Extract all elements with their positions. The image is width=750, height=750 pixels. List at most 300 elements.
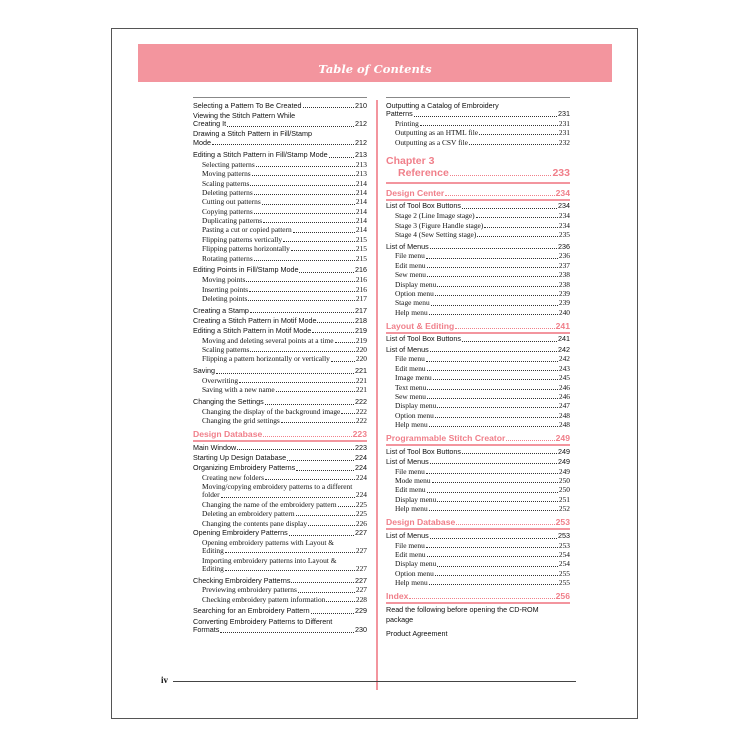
leader-dots [427, 370, 558, 371]
toc-entry-page: 221 [355, 366, 367, 376]
toc-entry-page: 232 [558, 137, 570, 147]
leader-dots [311, 613, 354, 614]
toc-entry-title: Sew menu [395, 270, 426, 280]
leader-dots [420, 125, 558, 126]
toc-entry-page: 215 [355, 244, 367, 254]
toc-entry[interactable] [193, 539, 367, 555]
toc-entry[interactable] [193, 208, 367, 216]
toc-entry[interactable] [386, 393, 570, 401]
leader-dots [225, 570, 355, 571]
toc-entry-title: Stage 2 (Line Image stage) [395, 211, 475, 221]
toc-entry[interactable] [386, 252, 570, 260]
toc-entry-title-line: Opening embroidery patterns with Layout & [202, 538, 334, 548]
toc-entry-page: 236 [558, 241, 570, 251]
toc-entry-page: 249 [558, 456, 570, 466]
toc-entry[interactable] [193, 307, 367, 316]
chapter-heading: Chapter 3 [386, 154, 435, 167]
toc-entry-page: 215 [355, 234, 367, 244]
section-page: 223 [352, 429, 367, 440]
toc-entry[interactable] [193, 444, 367, 453]
toc-entry[interactable] [193, 474, 367, 482]
section-heading[interactable] [386, 591, 570, 601]
toc-entry-title: List of Tool Box Buttons [386, 334, 461, 344]
toc-entry-page: 240 [558, 307, 570, 317]
toc-entry-title: Edit menu [395, 363, 426, 373]
toc-entry[interactable] [193, 454, 367, 463]
toc-entry[interactable] [386, 281, 570, 289]
section-heading[interactable] [193, 429, 367, 439]
leader-dots [435, 575, 558, 576]
leader-dots [227, 126, 354, 127]
toc-entry-title: Display menu [395, 494, 437, 504]
toc-entry-page: 250 [558, 485, 570, 495]
section-heading[interactable] [386, 188, 570, 198]
toc-entry[interactable] [386, 374, 570, 382]
toc-entry[interactable] [193, 161, 367, 169]
leader-dots [437, 501, 558, 502]
toc-entry-title: Creating a Stitch Pattern in Motif Mode [193, 315, 317, 325]
toc-entry-title: Printing [395, 118, 419, 128]
section-page: 241 [555, 320, 570, 331]
leader-dots [479, 134, 558, 135]
toc-entry-page: 255 [558, 578, 570, 588]
leader-dots [298, 592, 355, 593]
toc-entry-page: 239 [558, 298, 570, 308]
leader-dots [484, 227, 558, 228]
toc-entry-title: Moving and deleting several points at a time [202, 335, 334, 345]
toc-entry-page: 222 [355, 406, 367, 416]
toc-entry[interactable] [193, 180, 367, 188]
toc-entry-title: Main Window [193, 442, 237, 452]
leader-dots [427, 398, 558, 399]
leader-dots [239, 382, 355, 383]
toc-entry-page: 214 [355, 206, 367, 216]
toc-entry-page: 227 [355, 546, 367, 556]
leader-dots [252, 175, 355, 176]
leader-dots [427, 556, 558, 557]
toc-entry-title: Selecting a Pattern To Be Created [193, 100, 302, 110]
toc-entry-title: Changing the name of the embroidery pattern [202, 499, 337, 509]
toc-entry[interactable] [193, 464, 367, 473]
toc-entry-title: Option menu [395, 288, 434, 298]
toc-entry[interactable] [193, 408, 367, 416]
toc-entry-page: 227 [355, 528, 367, 538]
toc-entry[interactable] [386, 477, 570, 485]
leader-dots [312, 332, 354, 333]
toc-entry[interactable] [386, 542, 570, 550]
toc-entry-title: Selecting patterns [202, 159, 255, 169]
section-title: Layout & Editing [386, 320, 455, 331]
toc-entry-title: Help menu [395, 578, 428, 588]
leader-dots [296, 515, 355, 516]
toc-entry-title: Starting Up Design Database [193, 452, 287, 462]
leader-dots [435, 417, 558, 418]
leader-dots [287, 460, 354, 461]
leader-dots [427, 267, 558, 268]
toc-entry-title-line: Converting Embroidery Patterns to Different [193, 616, 333, 626]
leader-dots [276, 391, 355, 392]
toc-entry-title-line: Drawing a Stitch Pattern in Fill/Stamp [193, 129, 313, 139]
leader-dots [433, 379, 558, 380]
toc-entry-title: Editing Points in Fill/Stamp Mode [193, 265, 299, 275]
leader-dots [426, 547, 558, 548]
toc-entry[interactable] [193, 596, 367, 604]
toc-entry-title: Editing a Stitch Pattern in Fill/Stamp Mode [193, 149, 328, 159]
toc-entry-page: 235 [558, 229, 570, 239]
section-rule [386, 444, 570, 446]
toc-entry[interactable] [193, 245, 367, 253]
toc-entry-title: Organizing Embroidery Patterns [193, 463, 296, 473]
toc-entry-title: File menu [395, 540, 425, 550]
toc-entry[interactable] [386, 139, 570, 147]
toc-entry[interactable] [386, 309, 570, 317]
toc-entry-title: Edit menu [395, 260, 426, 270]
toc-entry-page: 222 [355, 396, 367, 406]
toc-note: Read the following before opening the CD-ROM [386, 604, 539, 614]
toc-entry-title: Display menu [395, 559, 437, 569]
toc-entry-page: 249 [558, 446, 570, 456]
leader-dots [437, 286, 558, 287]
toc-entry-title: Creating a Stamp [193, 305, 249, 315]
toc-entry[interactable] [193, 520, 367, 528]
leader-dots [431, 305, 558, 306]
toc-entry[interactable] [193, 217, 367, 225]
toc-entry[interactable] [386, 243, 570, 252]
toc-entry-title: Outputting as a CSV file [395, 137, 468, 147]
toc-entry[interactable] [193, 483, 367, 499]
toc-entry-title: List of Menus [386, 456, 429, 466]
leader-dots [426, 473, 558, 474]
toc-entry-page: 239 [558, 288, 570, 298]
section-heading[interactable] [386, 433, 570, 443]
toc-entry-page: 212 [355, 119, 367, 129]
toc-entry[interactable] [193, 226, 367, 234]
toc-entry[interactable] [386, 458, 570, 467]
toc-entry[interactable] [386, 505, 570, 513]
toc-entry-title: Text menu [395, 382, 427, 392]
toc-entry[interactable] [386, 120, 570, 128]
toc-entry-page: 225 [355, 509, 367, 519]
leader-dots [220, 632, 354, 633]
toc-entry-page: 214 [355, 216, 367, 226]
toc-entry-title: Scaling patterns [202, 178, 250, 188]
toc-entry[interactable] [193, 510, 367, 518]
toc-entry[interactable] [386, 290, 570, 298]
toc-entry-page: 255 [558, 568, 570, 578]
leader-dots [299, 272, 354, 273]
leader-dots [338, 506, 355, 507]
toc-entry[interactable] [193, 189, 367, 197]
toc-entry-title: Stage menu [395, 298, 430, 308]
toc-entry-title: Option menu [395, 568, 434, 578]
leader-dots [250, 312, 354, 313]
toc-entry[interactable] [386, 421, 570, 429]
leader-dots [430, 351, 557, 352]
toc-entry[interactable] [193, 151, 367, 160]
toc-entry-page: 253 [558, 540, 570, 550]
leader-dots [293, 232, 355, 233]
page-title: Table of Contents [318, 62, 432, 76]
toc-entry[interactable] [193, 501, 367, 509]
toc-entry[interactable] [386, 570, 570, 578]
toc-entry[interactable] [386, 365, 570, 373]
toc-entry-title-line [193, 139, 367, 148]
toc-entry-title: Mode [193, 137, 211, 147]
toc-entry[interactable] [193, 317, 367, 326]
toc-entry[interactable] [193, 327, 367, 336]
toc-entry-title: Editing [202, 546, 224, 556]
toc-entry-page: 228 [355, 594, 367, 604]
toc-entry[interactable] [386, 496, 570, 504]
leader-dots [263, 436, 351, 437]
toc-entry[interactable] [386, 468, 570, 476]
toc-entry-title: Saving [193, 366, 215, 376]
toc-entry-title: List of Menus [386, 530, 429, 540]
section-heading[interactable] [386, 517, 570, 527]
toc-entry-page: 213 [355, 159, 367, 169]
toc-note: Product Agreement [386, 628, 448, 638]
leader-dots [414, 116, 557, 117]
toc-entry[interactable] [193, 255, 367, 263]
leader-dots [506, 440, 554, 441]
toc-entry-page: 234 [558, 220, 570, 230]
toc-entry-page: 248 [558, 420, 570, 430]
toc-entry[interactable] [193, 377, 367, 385]
toc-entry-title: Edit menu [395, 550, 426, 560]
toc-entry[interactable] [386, 299, 570, 307]
leader-dots [477, 236, 558, 237]
toc-entry[interactable] [386, 271, 570, 279]
chapter-title-text: Reference [398, 166, 449, 179]
toc-entry-page: 216 [355, 275, 367, 285]
toc-entry[interactable] [193, 198, 367, 206]
leader-dots [296, 470, 354, 471]
leader-dots [254, 194, 355, 195]
toc-entry-title: Inserting points [202, 284, 249, 294]
toc-entry-page: 234 [558, 211, 570, 221]
toc-entry-page: 214 [355, 225, 367, 235]
toc-entry[interactable] [386, 355, 570, 363]
leader-dots [429, 510, 558, 511]
toc-entry[interactable] [386, 551, 570, 559]
toc-entry-title: Duplicating patterns [202, 216, 263, 226]
toc-entry[interactable] [193, 276, 367, 284]
right-column-top-rule [386, 97, 570, 98]
toc-entry-title: Checking Embroidery Patterns [193, 575, 291, 585]
leader-dots [456, 524, 554, 525]
section-title: Design Database [193, 429, 263, 440]
toc-entry-title: Creating new folders [202, 472, 264, 482]
section-title: Design Database [386, 517, 456, 528]
toc-entry-page: 223 [355, 442, 367, 452]
leader-dots [437, 407, 558, 408]
toc-entry[interactable] [193, 577, 367, 586]
toc-entry-title: File menu [395, 354, 425, 364]
toc-entry-title: Deleting points [202, 293, 248, 303]
toc-entry-title-line [202, 547, 367, 555]
leader-dots [329, 157, 354, 158]
toc-entry[interactable] [386, 448, 570, 457]
toc-entry-page: 247 [558, 401, 570, 411]
leader-dots [432, 482, 558, 483]
toc-entry-page: 231 [558, 118, 570, 128]
toc-entry-title: Deleting patterns [202, 187, 253, 197]
leader-dots [216, 373, 354, 374]
toc-entry-title: Moving points [202, 275, 246, 285]
toc-entry-page: 216 [355, 265, 367, 275]
toc-entry-title: List of Tool Box Buttons [386, 446, 461, 456]
toc-entry-title-line [193, 120, 367, 129]
toc-entry[interactable] [386, 486, 570, 494]
leader-dots [429, 584, 558, 585]
toc-entry[interactable] [386, 346, 570, 355]
toc-entry[interactable] [386, 335, 570, 344]
leader-dots [409, 598, 554, 599]
leader-dots [427, 389, 558, 390]
leader-dots [430, 463, 557, 464]
toc-note: package [386, 615, 414, 625]
toc-entry[interactable] [193, 618, 367, 635]
toc-entry-title: Image menu [395, 373, 432, 383]
toc-entry[interactable] [193, 236, 367, 244]
toc-entry[interactable] [386, 579, 570, 587]
toc-entry[interactable] [386, 202, 570, 211]
toc-entry-title: Searching for an Embroidery Pattern [193, 606, 310, 616]
toc-entry-page: 246 [558, 391, 570, 401]
toc-entry-title: Pasting a cut or copied pattern [202, 225, 292, 235]
toc-entry-title: Formats [193, 625, 220, 635]
chapter-rule [386, 182, 570, 184]
toc-entry[interactable] [193, 355, 367, 363]
toc-entry-page: 215 [355, 253, 367, 263]
toc-entry-page: 249 [558, 466, 570, 476]
section-page: 253 [555, 517, 570, 528]
toc-entry[interactable] [386, 532, 570, 541]
footer-page-number: iv [161, 675, 169, 685]
toc-entry-title: Cutting out patterns [202, 197, 261, 207]
toc-entry-page: 231 [558, 109, 570, 119]
toc-entry[interactable] [193, 417, 367, 425]
chapter-title[interactable] [386, 167, 570, 179]
toc-entry[interactable] [193, 295, 367, 303]
toc-entry-page: 214 [355, 197, 367, 207]
toc-entry-title: Flipping a pattern horizontally or vertically [202, 354, 330, 364]
leader-dots [254, 213, 355, 214]
toc-entry-page: 212 [355, 137, 367, 147]
toc-entry-title: Flipping patterns horizontally [202, 244, 290, 254]
toc-entry-title: Changing the contents pane display [202, 518, 308, 528]
leader-dots [427, 276, 558, 277]
toc-entry[interactable] [193, 286, 367, 294]
toc-entry-title-line [202, 565, 367, 573]
leader-dots [335, 342, 355, 343]
toc-entry-page: 220 [355, 344, 367, 354]
toc-entry-page: 218 [355, 315, 367, 325]
toc-entry-title: Help menu [395, 420, 428, 430]
toc-entry[interactable] [193, 398, 367, 407]
leader-dots [455, 328, 554, 329]
leader-dots [430, 538, 557, 539]
toc-entry[interactable] [386, 102, 570, 119]
leader-dots [262, 204, 355, 205]
section-heading[interactable] [386, 321, 570, 331]
toc-entry-page: 224 [355, 463, 367, 473]
toc-entry-title: List of Tool Box Buttons [386, 201, 461, 211]
toc-entry[interactable] [193, 586, 367, 594]
toc-entry-title: Flipping patterns vertically [202, 234, 283, 244]
toc-entry[interactable] [386, 560, 570, 568]
toc-entry-title-line [202, 491, 367, 499]
toc-entry[interactable] [386, 129, 570, 137]
toc-entry-title: Edit menu [395, 485, 426, 495]
toc-entry[interactable] [193, 170, 367, 178]
toc-entry-title-line: Viewing the Stitch Pattern While [193, 110, 296, 120]
leader-dots [450, 175, 552, 176]
toc-entry-title: Sew menu [395, 391, 426, 401]
leader-dots [250, 351, 354, 352]
toc-entry[interactable] [193, 367, 367, 376]
toc-entry-page: 251 [558, 494, 570, 504]
toc-entry[interactable] [193, 102, 367, 111]
toc-entry-title: Editing [202, 563, 224, 573]
leader-dots [237, 449, 354, 450]
toc-entry-page: 224 [355, 452, 367, 462]
leader-dots [289, 535, 354, 536]
toc-entry[interactable] [386, 412, 570, 420]
toc-entry-page: 252 [558, 504, 570, 514]
toc-entry[interactable] [193, 266, 367, 275]
toc-entry-page: 254 [558, 559, 570, 569]
toc-entry[interactable] [193, 386, 367, 394]
toc-entry[interactable] [193, 337, 367, 345]
toc-entry[interactable] [386, 222, 570, 230]
leader-dots [249, 291, 355, 292]
toc-entry[interactable] [386, 212, 570, 220]
toc-entry[interactable] [386, 231, 570, 239]
toc-entry[interactable] [193, 130, 367, 147]
toc-entry-title: Help menu [395, 307, 428, 317]
toc-entry[interactable] [193, 557, 367, 573]
toc-entry-title: Help menu [395, 504, 428, 514]
toc-entry[interactable] [386, 402, 570, 410]
toc-entry[interactable] [193, 529, 367, 538]
toc-left-column [193, 100, 367, 635]
chapter-page: 233 [552, 166, 570, 179]
leader-dots [263, 222, 355, 223]
toc-entry-page: 214 [355, 187, 367, 197]
toc-entry-page: 245 [558, 373, 570, 383]
toc-entry[interactable] [193, 112, 367, 129]
section-title: Programmable Stitch Creator [386, 433, 506, 444]
leader-dots [430, 248, 557, 249]
toc-entry-title: Overwriting [202, 375, 239, 385]
toc-entry-title: Deleting an embroidery pattern [202, 509, 295, 519]
toc-entry-page: 226 [355, 518, 367, 528]
toc-entry-page: 217 [355, 305, 367, 315]
leader-dots [429, 426, 558, 427]
toc-entry[interactable] [193, 346, 367, 354]
toc-entry[interactable] [193, 607, 367, 616]
toc-entry-title: Display menu [395, 279, 437, 289]
toc-entry[interactable] [386, 384, 570, 392]
toc-entry-title: Copying patterns [202, 206, 253, 216]
toc-entry-title: Saving with a new name [202, 385, 275, 395]
leader-dots [469, 144, 558, 145]
toc-entry-page: 219 [355, 325, 367, 335]
toc-entry-title: Option menu [395, 410, 434, 420]
toc-entry[interactable] [386, 262, 570, 270]
leader-dots [331, 361, 355, 362]
